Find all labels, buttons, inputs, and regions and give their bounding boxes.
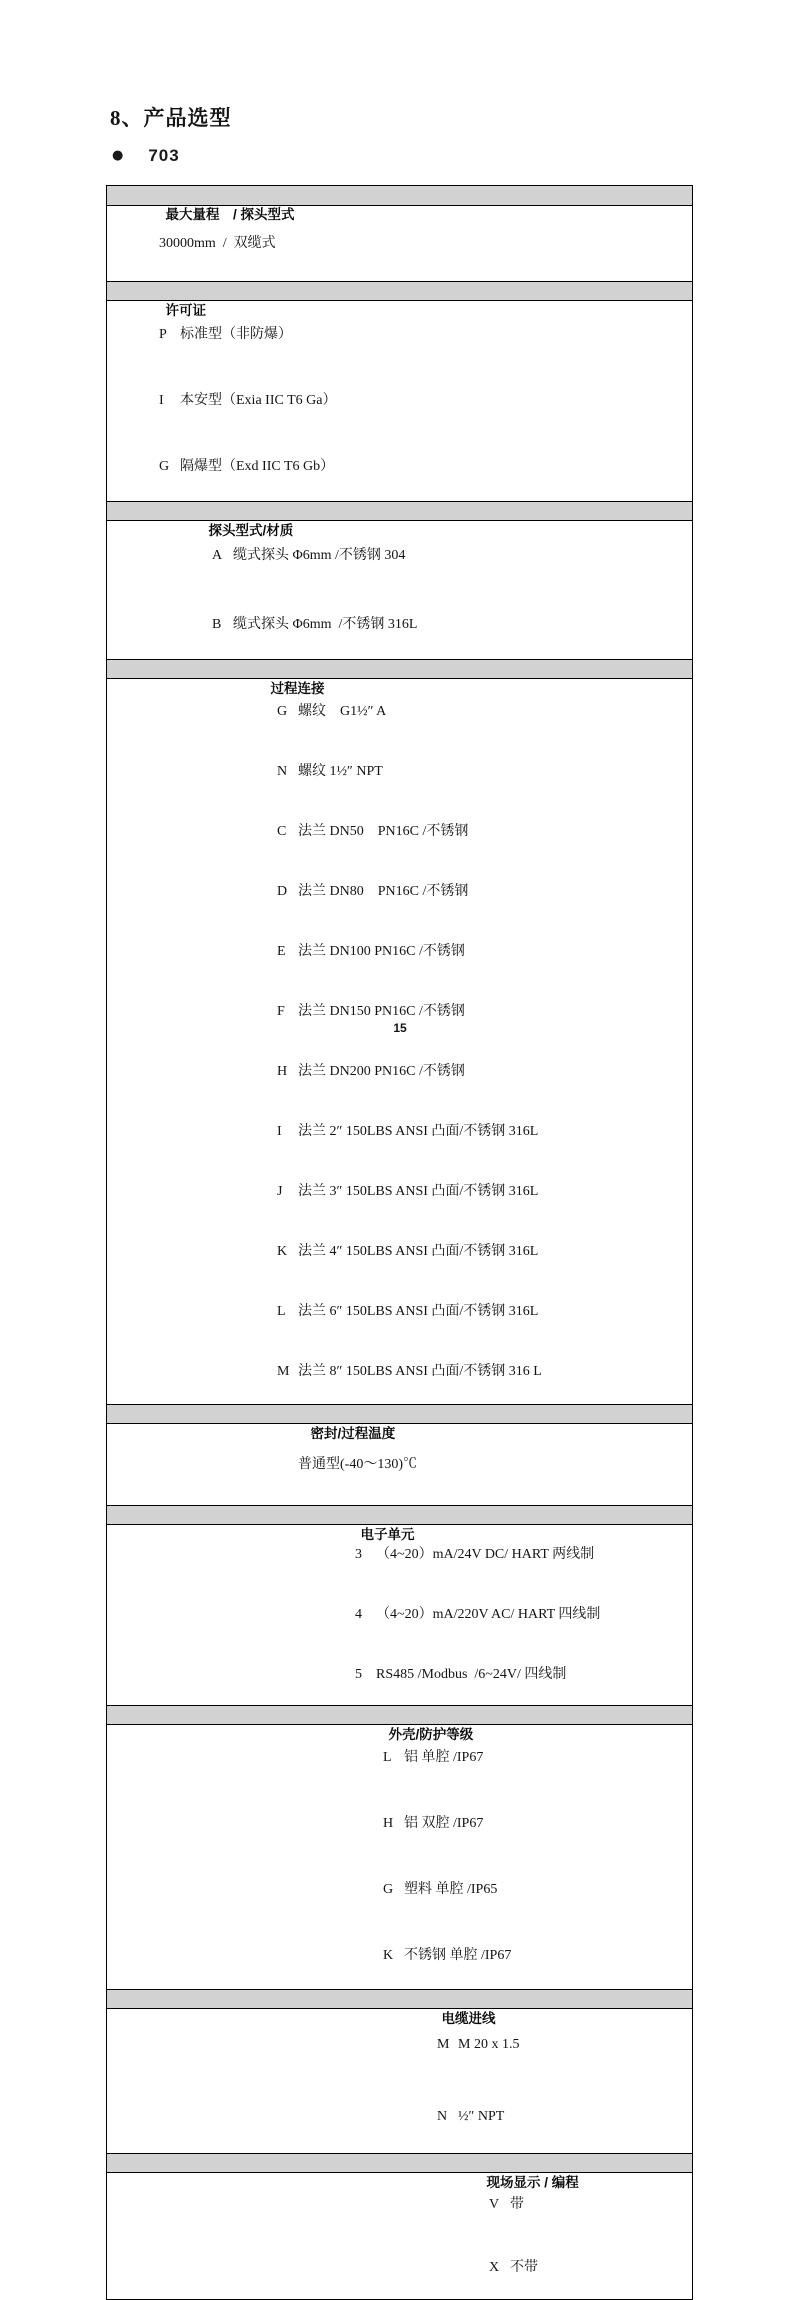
option-code: L bbox=[277, 1304, 286, 1319]
table-row bbox=[107, 1282, 692, 1342]
bullet-icon: ● bbox=[112, 148, 124, 163]
table-section bbox=[107, 2153, 692, 2299]
option-code: 4 bbox=[355, 1607, 362, 1622]
option-text: 法兰 DN80 PN16C /不锈钢 bbox=[298, 884, 469, 899]
option-code: B bbox=[212, 617, 222, 632]
table-row bbox=[107, 1857, 692, 1923]
section-header bbox=[107, 281, 692, 318]
option-text: 法兰 6″ 150LBS ANSI 凸面/不锈钢 316L bbox=[298, 1304, 539, 1319]
table-row bbox=[107, 434, 692, 500]
option-code: 5 bbox=[355, 1667, 362, 1682]
table-section bbox=[107, 1705, 692, 1989]
section-header-label: 电缆进线 bbox=[441, 2011, 496, 2026]
table-section bbox=[107, 1404, 692, 1505]
section-header-label: 过程连接 bbox=[270, 681, 325, 696]
option-text: 法兰 DN50 PN16C /不锈钢 bbox=[298, 824, 469, 839]
section-body bbox=[107, 2173, 692, 2299]
table-row bbox=[107, 1162, 692, 1222]
option-text: 铝 双腔 /IP67 bbox=[404, 1816, 484, 1831]
section-header-label: 外壳/防护等级 bbox=[388, 1727, 474, 1742]
option-code: M bbox=[437, 2037, 450, 2052]
option-code: N bbox=[277, 764, 288, 779]
table-row bbox=[107, 802, 692, 862]
table-row bbox=[107, 1222, 692, 1282]
section-body bbox=[107, 1725, 692, 1989]
option-text: 法兰 DN100 PN16C /不锈钢 bbox=[298, 944, 465, 959]
option-code: A bbox=[212, 548, 223, 563]
option-text: 法兰 4″ 150LBS ANSI 凸面/不锈钢 316L bbox=[298, 1244, 539, 1259]
section-header bbox=[107, 1989, 692, 2026]
section-header-label: 探头型式/材质 bbox=[208, 523, 294, 538]
option-text: 隔爆型（Exd IIC T6 Gb） bbox=[180, 459, 335, 474]
option-code: G bbox=[383, 1882, 394, 1897]
table-row bbox=[107, 2009, 692, 2081]
section-header bbox=[107, 1404, 692, 1441]
option-text: M 20 x 1.5 bbox=[458, 2037, 520, 2052]
table-section bbox=[107, 1989, 692, 2153]
option-text: RS485 /Modbus /6~24V/ 四线制 bbox=[376, 1667, 567, 1682]
option-code: C bbox=[277, 824, 287, 839]
section-header bbox=[107, 501, 692, 538]
section-body bbox=[107, 301, 692, 501]
section-header bbox=[107, 1505, 692, 1542]
table-row bbox=[107, 2236, 692, 2299]
table-row bbox=[107, 1923, 692, 1989]
option-code: K bbox=[277, 1244, 288, 1259]
option-code: N bbox=[437, 2109, 448, 2124]
section-header bbox=[107, 186, 692, 222]
section-body bbox=[107, 2009, 692, 2153]
option-code: H bbox=[277, 1064, 288, 1079]
section-body bbox=[107, 1424, 692, 1505]
option-code: E bbox=[277, 944, 286, 959]
table-section bbox=[107, 281, 692, 501]
option-code: F bbox=[277, 1004, 285, 1019]
option-text: 不锈钢 单腔 /IP67 bbox=[404, 1948, 512, 1963]
option-text: 不带 bbox=[510, 2260, 538, 2275]
option-text: 法兰 8″ 150LBS ANSI 凸面/不锈钢 316 L bbox=[298, 1364, 542, 1379]
table-row bbox=[107, 682, 692, 742]
table-row bbox=[107, 1791, 692, 1857]
section-header bbox=[107, 2153, 692, 2190]
option-code: X bbox=[489, 2260, 500, 2275]
option-code: V bbox=[489, 2197, 500, 2212]
section-header-label: 电子单元 bbox=[360, 1527, 415, 1542]
model-bullet-line bbox=[112, 146, 180, 166]
option-text: 本安型（Exia IIC T6 Ga） bbox=[180, 393, 337, 408]
option-text: ½″ NPT bbox=[458, 2109, 505, 2124]
option-code: M bbox=[277, 1364, 290, 1379]
option-code: D bbox=[277, 884, 288, 899]
page-number: 15 bbox=[393, 1021, 407, 1035]
table-row bbox=[107, 590, 692, 659]
option-code: L bbox=[383, 1750, 392, 1765]
table-row bbox=[107, 1342, 692, 1402]
option-code: P bbox=[159, 327, 167, 342]
section-header-label: 许可证 bbox=[165, 303, 207, 318]
table-row bbox=[107, 1102, 692, 1162]
option-text: 法兰 3″ 150LBS ANSI 凸面/不锈钢 316L bbox=[298, 1184, 539, 1199]
option-text: （4~20）mA/220V AC/ HART 四线制 bbox=[376, 1607, 601, 1622]
option-code: I bbox=[277, 1124, 282, 1139]
table-row bbox=[107, 2081, 692, 2153]
section-header bbox=[107, 1705, 692, 1742]
table-row bbox=[107, 742, 692, 802]
table-row bbox=[107, 1585, 692, 1645]
table-row bbox=[107, 1645, 692, 1705]
option-text: 塑料 单腔 /IP65 bbox=[404, 1882, 498, 1897]
option-text: 铝 单腔 /IP67 bbox=[404, 1750, 484, 1765]
option-text: 缆式探头 Φ6mm /不锈钢 304 bbox=[233, 548, 406, 563]
model-number: 703 bbox=[148, 146, 180, 165]
table-section bbox=[107, 501, 692, 659]
option-code: J bbox=[277, 1184, 283, 1199]
table-row bbox=[107, 368, 692, 434]
option-code: K bbox=[383, 1948, 394, 1963]
table-section bbox=[107, 1505, 692, 1705]
section-body bbox=[107, 679, 692, 1404]
section-body bbox=[107, 1525, 692, 1705]
option-text: 螺纹 G1½″ A bbox=[298, 704, 387, 719]
option-text: 法兰 DN150 PN16C /不锈钢 bbox=[298, 1004, 465, 1019]
section-header-label: 最大量程 / 探头型式 bbox=[165, 207, 295, 222]
section-header-label: 现场显示 / 编程 bbox=[486, 2175, 579, 2190]
option-text: 带 bbox=[510, 2197, 524, 2212]
table-row bbox=[107, 1042, 692, 1102]
option-text: 30000mm / 双缆式 bbox=[159, 236, 276, 251]
option-text: 法兰 DN200 PN16C /不锈钢 bbox=[298, 1064, 465, 1079]
option-code: G bbox=[159, 459, 170, 474]
product-selection-table bbox=[106, 185, 693, 2300]
option-code: H bbox=[383, 1816, 394, 1831]
section-header-label: 密封/过程温度 bbox=[310, 1426, 396, 1441]
option-text: 缆式探头 Φ6mm /不锈钢 316L bbox=[233, 617, 418, 632]
option-text: 标准型（非防爆） bbox=[180, 327, 292, 342]
option-text: （4~20）mA/24V DC/ HART 两线制 bbox=[376, 1547, 595, 1562]
option-text: 螺纹 1½″ NPT bbox=[298, 764, 383, 779]
option-code: 3 bbox=[355, 1547, 362, 1562]
table-row bbox=[107, 2173, 692, 2236]
table-row bbox=[107, 922, 692, 982]
table-row bbox=[107, 1424, 692, 1505]
option-text: 普通型(-40～130)℃ bbox=[298, 1457, 417, 1472]
table-section bbox=[107, 186, 692, 281]
table-row bbox=[107, 862, 692, 922]
option-code: G bbox=[277, 704, 288, 719]
section-header bbox=[107, 659, 692, 696]
option-text: 法兰 2″ 150LBS ANSI 凸面/不锈钢 316L bbox=[298, 1124, 539, 1139]
page-title: 8、产品选型 bbox=[110, 106, 232, 130]
option-code: I bbox=[159, 393, 164, 408]
